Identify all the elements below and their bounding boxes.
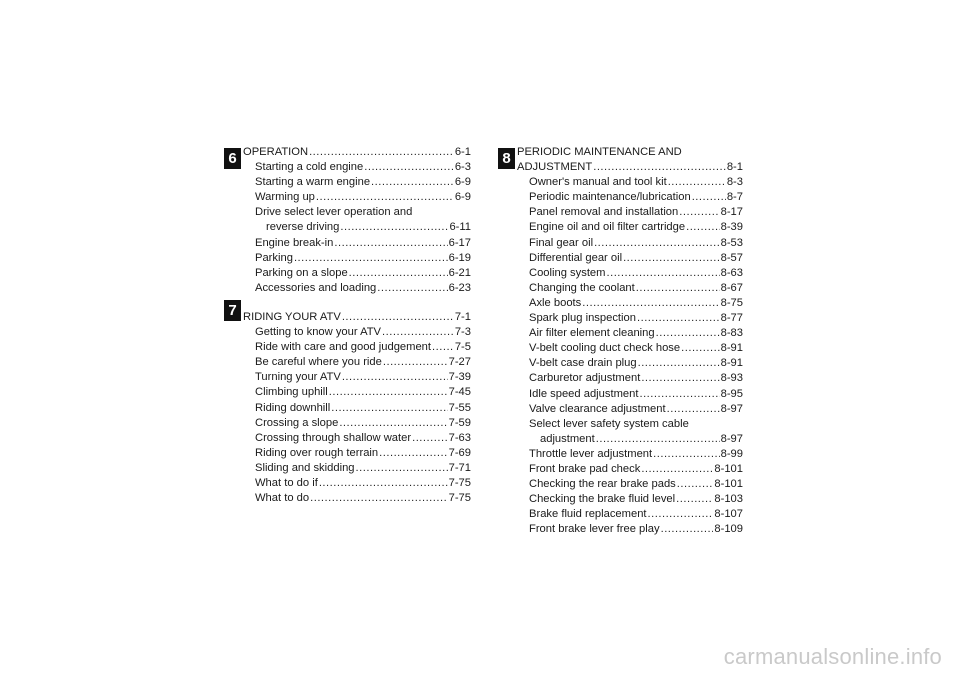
- toc-page-number: 6-9: [454, 176, 471, 189]
- toc-page-number: 8-3: [726, 176, 743, 189]
- toc-page-number: 7-27: [448, 356, 471, 369]
- toc-entry-line[interactable]: Select lever safety system cable: [529, 417, 689, 430]
- leader-dots: [432, 340, 454, 355]
- toc-heading-title: RIDING YOUR ATV: [243, 310, 341, 323]
- leader-dots: [686, 220, 720, 235]
- toc-entry-title: Riding over rough terrain: [255, 446, 379, 459]
- toc-entry-title: V-belt cooling duct check hose: [529, 342, 681, 355]
- toc-entry[interactable]: [517, 311, 743, 326]
- toc-entry-title: Engine break-in: [255, 236, 334, 249]
- toc-heading-riding[interactable]: [243, 310, 471, 325]
- toc-entry[interactable]: [517, 507, 743, 522]
- toc-entry-title: Riding downhill: [255, 401, 331, 414]
- leader-dots: [310, 491, 447, 506]
- leader-dots: [623, 251, 720, 266]
- toc-entry[interactable]: [517, 296, 743, 311]
- leader-dots: [339, 416, 447, 431]
- toc-page-number: 8-39: [720, 221, 743, 234]
- toc-entry-title: Crossing through shallow water: [255, 431, 412, 444]
- leader-dots: [582, 296, 719, 311]
- leader-dots: [294, 251, 448, 266]
- toc-entry[interactable]: [517, 371, 743, 386]
- toc-page-number: 8-83: [720, 327, 743, 340]
- toc-page-number: 8-101: [714, 478, 743, 491]
- toc-entry[interactable]: [517, 190, 743, 205]
- toc-page-number: 8-77: [720, 312, 743, 325]
- toc-entry-title: Sliding and skidding: [255, 461, 355, 474]
- toc-page-number: 7-5: [454, 341, 471, 354]
- toc-section-maintenance: [517, 145, 743, 537]
- toc-page-number: 6-17: [448, 236, 471, 249]
- toc-heading-operation[interactable]: [243, 145, 471, 160]
- leader-dots: [692, 190, 726, 205]
- leader-dots: [641, 371, 719, 386]
- toc-entry[interactable]: [243, 446, 471, 461]
- leader-dots: [340, 220, 448, 235]
- leader-dots: [383, 355, 448, 370]
- leader-dots: [356, 461, 448, 476]
- toc-page-number: 8-97: [720, 402, 743, 415]
- toc-entry-title: reverse driving: [266, 221, 340, 234]
- toc-entry[interactable]: [517, 236, 743, 251]
- leader-dots: [342, 370, 448, 385]
- toc-entry[interactable]: [243, 251, 471, 266]
- toc-right-column: [517, 145, 743, 537]
- chapter-6-tab: 6: [224, 148, 241, 169]
- toc-entry[interactable]: [243, 370, 471, 385]
- toc-page-number: 8-93: [720, 372, 743, 385]
- toc-page-number: 7-1: [454, 310, 471, 323]
- leader-dots: [677, 477, 714, 492]
- leader-dots: [309, 145, 454, 160]
- toc-entry-title: Engine oil and oil filter cartridge: [529, 221, 686, 234]
- leader-dots: [667, 402, 720, 417]
- toc-entry-title: V-belt case drain plug: [529, 357, 637, 370]
- toc-page-number: 8-75: [720, 296, 743, 309]
- toc-page-number: 8-109: [714, 523, 743, 536]
- toc-entry-title: Cooling system: [529, 266, 606, 279]
- toc-entry[interactable]: [243, 476, 471, 491]
- chapter-8-tab: 8: [498, 148, 515, 169]
- toc-entry-title: Turning your ATV: [255, 371, 341, 384]
- toc-entry-title: Crossing a slope: [255, 416, 339, 429]
- toc-page-number: 8-67: [720, 281, 743, 294]
- leader-dots: [382, 325, 454, 340]
- leader-dots: [329, 385, 448, 400]
- toc-entry[interactable]: [517, 492, 743, 507]
- toc-entry-title: Starting a cold engine: [255, 161, 364, 174]
- leader-dots: [681, 341, 719, 356]
- toc-entry[interactable]: [243, 401, 471, 416]
- toc-entry-title: Parking: [255, 251, 293, 264]
- leader-dots: [319, 476, 448, 491]
- watermark: carmanualsonline.info: [723, 644, 942, 669]
- toc-entry-line[interactable]: Drive select lever operation and: [255, 206, 413, 219]
- toc-page-number: 7-69: [448, 446, 471, 459]
- toc-page-number: 8-103: [714, 493, 743, 506]
- toc-page-number: 6-21: [448, 266, 471, 279]
- toc-entry-title: Periodic maintenance/lubrication: [529, 191, 691, 204]
- toc-entry[interactable]: [243, 355, 471, 370]
- leader-dots: [593, 160, 726, 175]
- toc-page-number: 8-53: [720, 236, 743, 249]
- toc-page-number: 7-39: [448, 371, 471, 384]
- toc-entry-title: Air filter element cleaning: [529, 327, 655, 340]
- toc-entry-title: Brake fluid replacement: [529, 508, 647, 521]
- toc-entry-title: Accessories and loading: [255, 281, 377, 294]
- toc-page-number: 8-91: [720, 357, 743, 370]
- chapter-7-tab: 7: [224, 300, 241, 321]
- leader-dots: [639, 387, 719, 402]
- toc-entry[interactable]: [517, 326, 743, 341]
- toc-page-number: 8-57: [720, 251, 743, 264]
- toc-entry[interactable]: [243, 461, 471, 476]
- toc-entry[interactable]: [517, 447, 743, 462]
- toc-page-number: 6-19: [448, 251, 471, 264]
- leader-dots: [638, 356, 720, 371]
- toc-entry[interactable]: [243, 385, 471, 400]
- leader-dots: [668, 175, 726, 190]
- toc-heading-line[interactable]: PERIODIC MAINTENANCE AND: [517, 146, 682, 158]
- toc-page-number: 6-11: [449, 221, 471, 234]
- toc-entry-title: What to do: [255, 492, 310, 505]
- leader-dots: [371, 175, 454, 190]
- leader-dots: [606, 266, 719, 281]
- toc-section-riding: [243, 310, 471, 506]
- leader-dots: [412, 431, 448, 446]
- toc-entry-title: Differential gear oil: [529, 251, 623, 264]
- toc-page-number: 8-1: [726, 161, 743, 174]
- toc-entry-title: Be careful where you ride: [255, 356, 382, 369]
- toc-heading-maintenance[interactable]: [517, 160, 743, 175]
- leader-dots: [653, 447, 719, 462]
- toc-page-number: 8-99: [720, 447, 743, 460]
- toc-heading-title: OPERATION: [243, 146, 309, 158]
- toc-entry-title: Front brake pad check: [529, 462, 641, 475]
- toc-entry-title: Ride with care and good judgement: [255, 341, 432, 354]
- toc-entry-title: What to do if: [255, 476, 318, 489]
- leader-dots: [379, 446, 447, 461]
- toc-page-number: 6-23: [448, 281, 471, 294]
- leader-dots: [364, 160, 454, 175]
- toc-entry-title: Panel removal and installation: [529, 206, 679, 219]
- leader-dots: [637, 311, 720, 326]
- toc-entry-title: Parking on a slope: [255, 266, 348, 279]
- toc-entry[interactable]: [517, 175, 743, 190]
- toc-entry-title: Changing the coolant: [529, 281, 635, 294]
- toc-entry-title: Starting a warm engine: [255, 176, 371, 189]
- toc-entry[interactable]: [243, 220, 471, 235]
- toc-page-number: 7-59: [448, 416, 471, 429]
- toc-page-number: 7-71: [448, 461, 471, 474]
- toc-entry[interactable]: [243, 175, 471, 190]
- toc-entry[interactable]: [517, 205, 743, 220]
- toc-entry[interactable]: [243, 190, 471, 205]
- toc-entry-title: Warming up: [255, 191, 315, 204]
- toc-entry[interactable]: [517, 522, 743, 537]
- toc-entry[interactable]: [517, 266, 743, 281]
- toc-entry[interactable]: [243, 325, 471, 340]
- toc-page-number: 6-9: [454, 191, 471, 204]
- leader-dots: [596, 432, 720, 447]
- toc-entry[interactable]: [243, 266, 471, 281]
- toc-entry-title: Spark plug inspection: [529, 312, 636, 325]
- toc-entry-title: Front brake lever free play: [529, 523, 660, 536]
- toc-entry-title: Checking the brake fluid level: [529, 493, 676, 506]
- toc-entry-title: Owner's manual and tool kit: [529, 176, 667, 189]
- leader-dots: [334, 236, 447, 251]
- toc-page-number: 7-55: [448, 401, 471, 414]
- toc-entry-title: Climbing uphill: [255, 386, 328, 399]
- toc-entry-title: Final gear oil: [529, 236, 594, 249]
- toc-entry-title: adjustment: [540, 432, 595, 445]
- toc-page-number: 7-45: [448, 386, 471, 399]
- toc-page-number: 8-97: [720, 432, 743, 445]
- toc-entry[interactable]: [517, 220, 743, 235]
- leader-dots: [679, 205, 719, 220]
- toc-left-column: [243, 145, 471, 506]
- toc-entry[interactable]: [243, 340, 471, 355]
- leader-dots: [661, 522, 714, 537]
- toc-section-operation: [243, 145, 471, 296]
- toc-entry[interactable]: [243, 160, 471, 175]
- toc-page-number: 8-91: [720, 342, 743, 355]
- leader-dots: [594, 236, 720, 251]
- toc-entry[interactable]: [517, 477, 743, 492]
- toc-entry-title: Getting to know your ATV: [255, 326, 382, 339]
- leader-dots: [342, 310, 454, 325]
- toc-page-number: 7-75: [448, 476, 471, 489]
- toc-entry-title: Carburetor adjustment: [529, 372, 641, 385]
- toc-entry[interactable]: [243, 431, 471, 446]
- leader-dots: [377, 281, 447, 296]
- toc-page-number: 6-3: [454, 161, 471, 174]
- toc-entry[interactable]: [243, 236, 471, 251]
- toc-page-number: 8-101: [714, 462, 743, 475]
- toc-entry[interactable]: [517, 402, 743, 417]
- toc-entry[interactable]: [243, 416, 471, 431]
- toc-page-number: 8-63: [720, 266, 743, 279]
- toc-entry[interactable]: [243, 491, 471, 506]
- toc-entry-title: Idle speed adjustment: [529, 387, 639, 400]
- toc-entry[interactable]: [243, 281, 471, 296]
- toc-page-number: 8-7: [726, 191, 743, 204]
- toc-entry[interactable]: [517, 387, 743, 402]
- leader-dots: [636, 281, 720, 296]
- toc-entry-title: Valve clearance adjustment: [529, 402, 666, 415]
- toc-page-number: 8-107: [714, 508, 743, 521]
- toc-page-number: 8-95: [720, 387, 743, 400]
- toc-page-number: 7-75: [448, 492, 471, 505]
- leader-dots: [331, 401, 447, 416]
- leader-dots: [316, 190, 454, 205]
- leader-dots: [656, 326, 720, 341]
- toc-heading-title: ADJUSTMENT: [517, 161, 593, 174]
- toc-entry[interactable]: [517, 281, 743, 296]
- leader-dots: [676, 492, 713, 507]
- leader-dots: [641, 462, 713, 477]
- toc-entry[interactable]: [517, 462, 743, 477]
- toc-page-number: 7-3: [454, 326, 471, 339]
- toc-entry[interactable]: [517, 251, 743, 266]
- toc-page-number: 6-1: [454, 146, 471, 158]
- toc-entry[interactable]: [517, 432, 743, 447]
- toc-entry-title: Axle boots: [529, 296, 582, 309]
- leader-dots: [349, 266, 448, 281]
- toc-entry-title: Throttle lever adjustment: [529, 447, 653, 460]
- toc-entry-title: Checking the rear brake pads: [529, 478, 676, 491]
- toc-page-number: 7-63: [448, 431, 471, 444]
- toc-page-number: 8-17: [720, 206, 743, 219]
- toc-entry[interactable]: [517, 341, 743, 356]
- toc-entry[interactable]: [517, 356, 743, 371]
- leader-dots: [648, 507, 714, 522]
